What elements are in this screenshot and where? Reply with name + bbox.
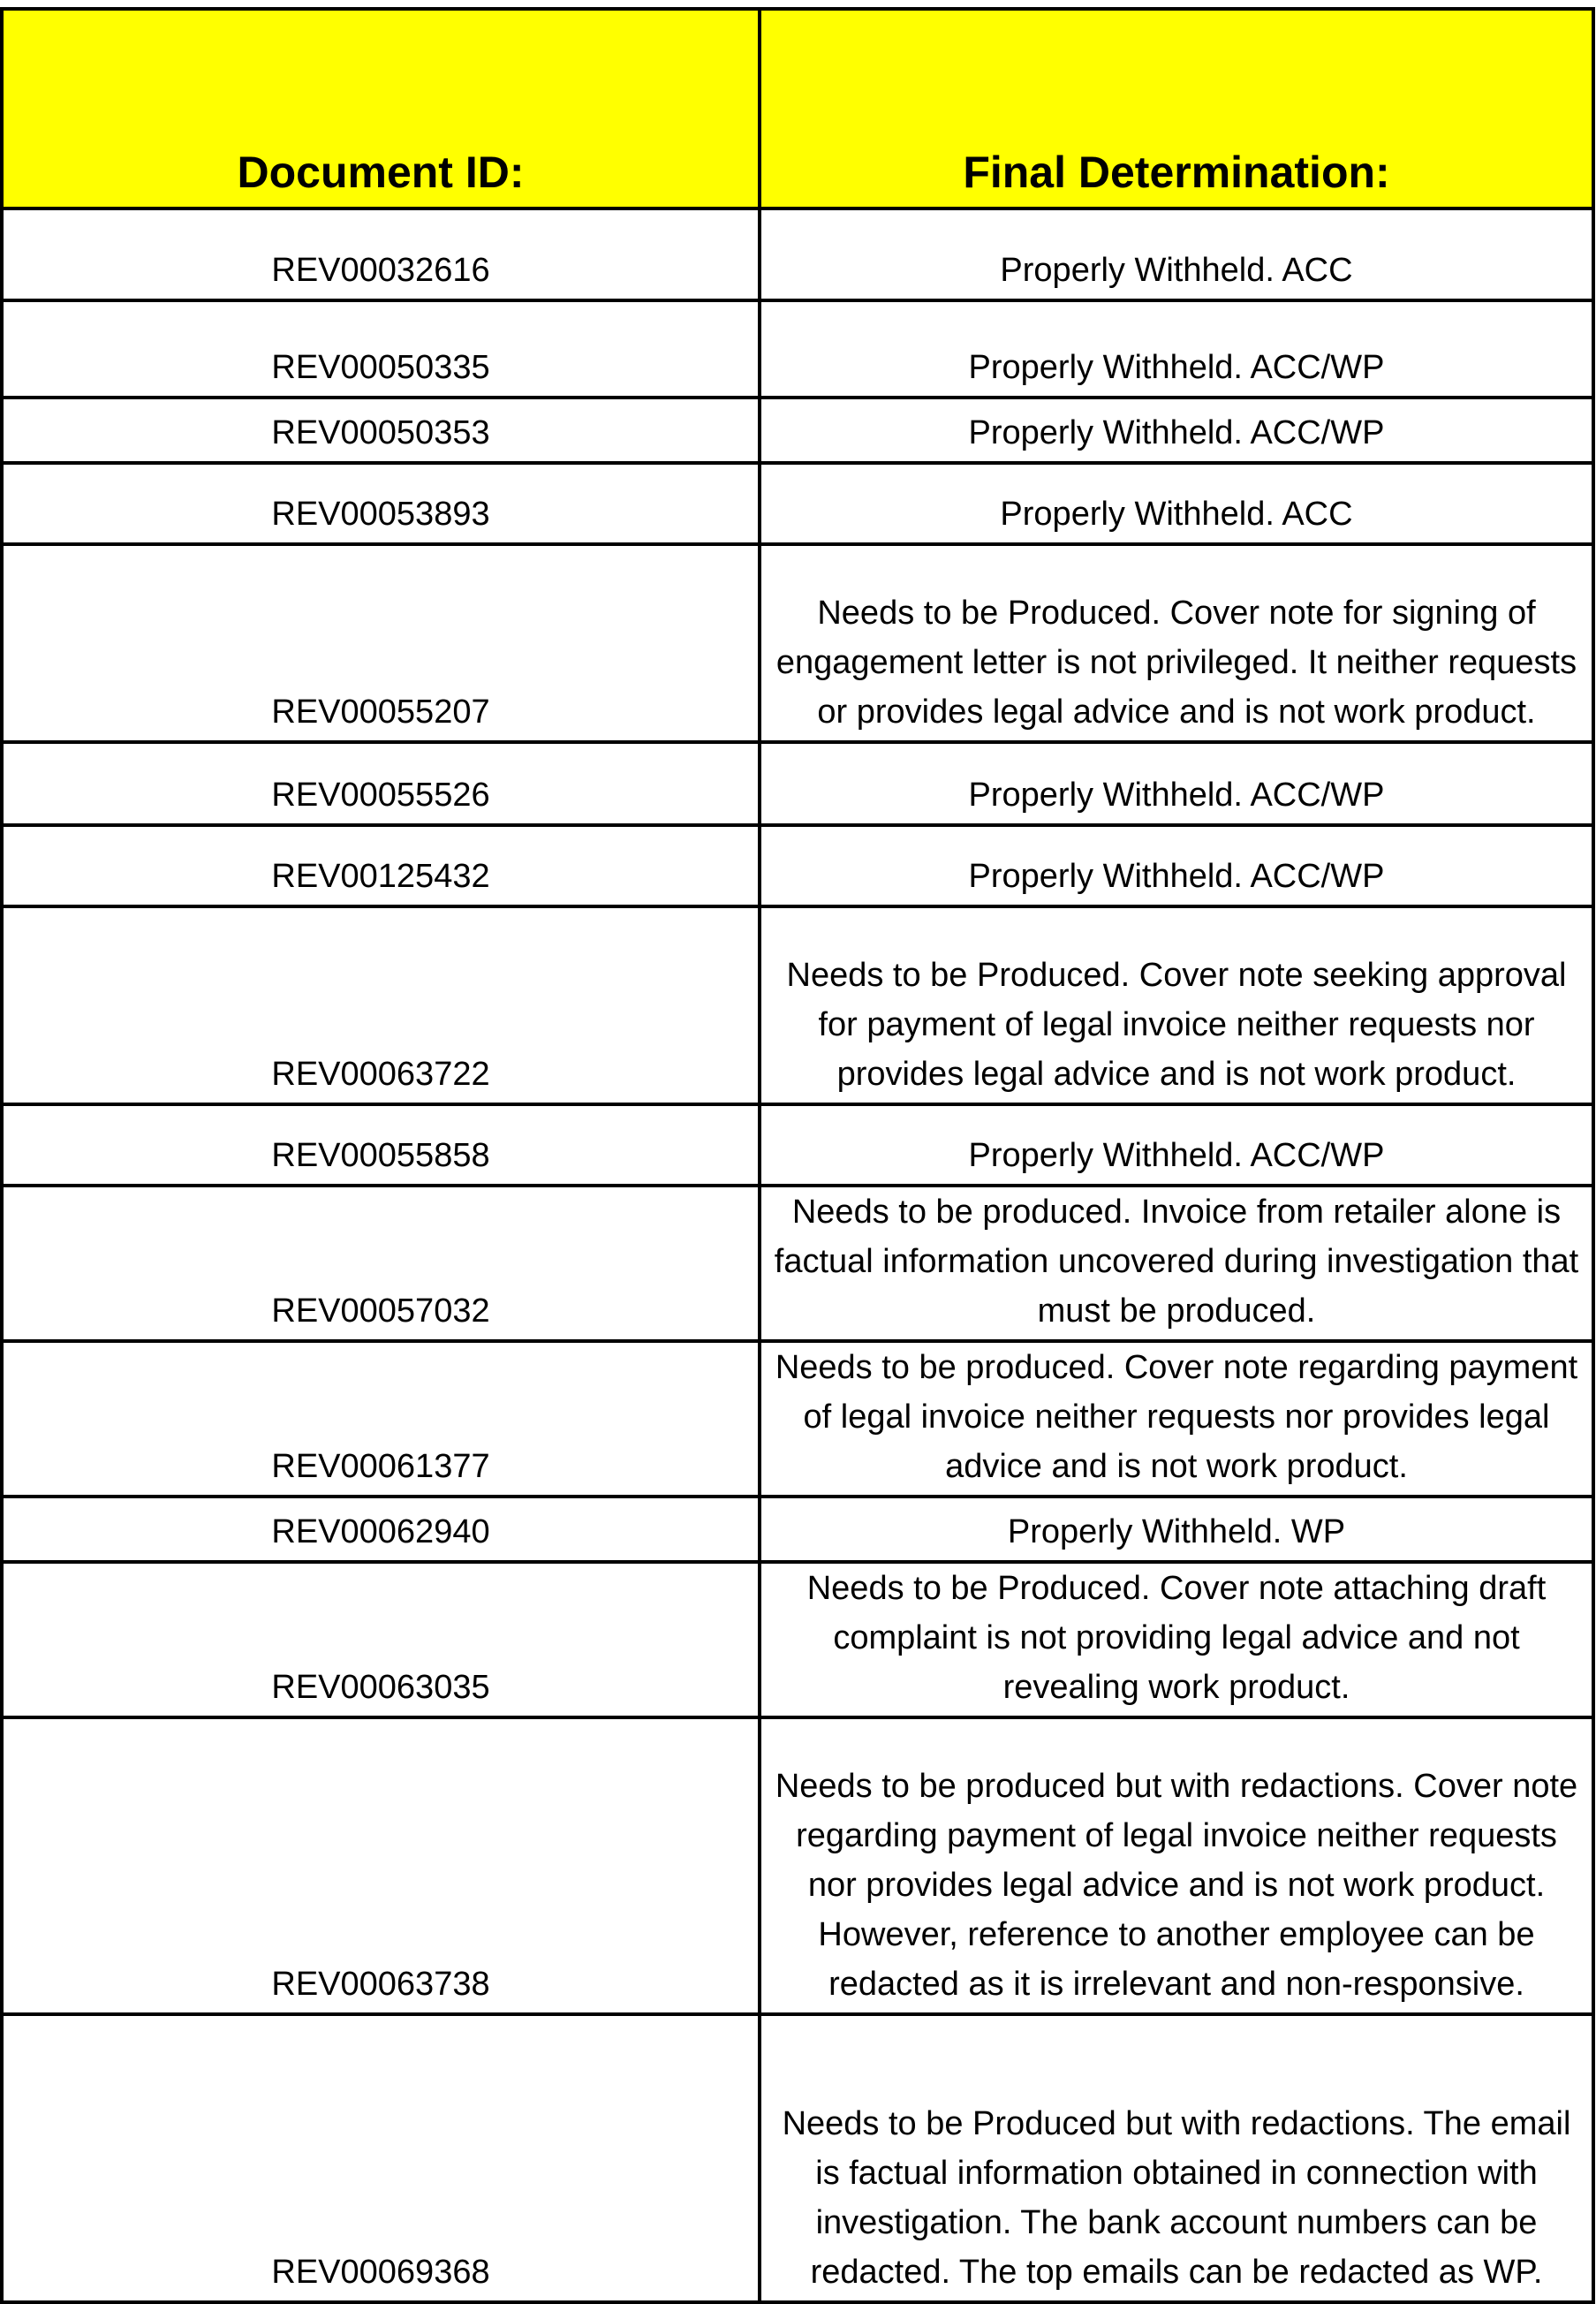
- table-row: [2, 544, 1593, 742]
- document-id-cell: REV00063738: [2, 1717, 760, 2014]
- determination-cell: Properly Withheld. ACC: [760, 463, 1593, 544]
- determination-cell: Needs to be Produced. Cover note for signing of engagement letter is not privileged. It neither requests or provides legal advice and is not work product.: [760, 544, 1593, 742]
- table-row: [2, 1497, 1593, 1562]
- determination-cell: Properly Withheld. ACC/WP: [760, 300, 1593, 398]
- document-id-cell: REV00055526: [2, 742, 760, 825]
- determination-cell: Properly Withheld. ACC: [760, 208, 1593, 300]
- determination-cell: Needs to be produced but with redactions. Cover note regarding payment of legal invoice neither requests nor provides legal advice and is not work product. However, reference to another employee can be redacted as it is irrelevant and non-responsive.: [760, 1717, 1593, 2014]
- determination-cell: Needs to be Produced. Cover note attaching draft complaint is not providing legal advice and not revealing work product.: [760, 1562, 1593, 1717]
- table-row: [2, 1562, 1593, 1717]
- table-row: [2, 906, 1593, 1104]
- document-id-cell: REV00055207: [2, 544, 760, 742]
- header-row: [2, 9, 1593, 208]
- table-row: [2, 300, 1593, 398]
- document-id-cell: REV00055858: [2, 1104, 760, 1186]
- document-id-cell: REV00063035: [2, 1562, 760, 1717]
- document-id-cell: REV00053893: [2, 463, 760, 544]
- table-row: [2, 208, 1593, 300]
- determination-table: [0, 7, 1595, 2304]
- document-id-cell: REV00050353: [2, 398, 760, 463]
- table-row: [2, 1104, 1593, 1186]
- document-id-cell: REV00061377: [2, 1341, 760, 1497]
- determination-cell: Properly Withheld. ACC/WP: [760, 1104, 1593, 1186]
- table-row: [2, 2014, 1593, 2302]
- determination-cell: Properly Withheld. WP: [760, 1497, 1593, 1562]
- determination-cell: Needs to be Produced but with redactions. The email is factual information obtained in connection with investigation. The bank account numbers can be redacted. The top emails can be redacted as WP.: [760, 2014, 1593, 2302]
- document-id-cell: REV00057032: [2, 1186, 760, 1341]
- determination-cell: Properly Withheld. ACC/WP: [760, 742, 1593, 825]
- document-id-cell: REV00050335: [2, 300, 760, 398]
- document-id-cell: REV00125432: [2, 825, 760, 906]
- document-id-cell: REV00069368: [2, 2014, 760, 2302]
- document-id-cell: REV00032616: [2, 208, 760, 300]
- table-row: [2, 1186, 1593, 1341]
- document-id-cell: REV00063722: [2, 906, 760, 1104]
- header-document-id: Document ID:: [2, 9, 760, 208]
- header-final-determination: Final Determination:: [760, 9, 1593, 208]
- table-row: [2, 742, 1593, 825]
- table-row: [2, 1341, 1593, 1497]
- table-row: [2, 825, 1593, 906]
- document-id-cell: REV00062940: [2, 1497, 760, 1562]
- determination-cell: Properly Withheld. ACC/WP: [760, 825, 1593, 906]
- determination-cell: Needs to be produced. Cover note regarding payment of legal invoice neither requests nor provides legal advice and is not work product.: [760, 1341, 1593, 1497]
- determination-cell: Needs to be Produced. Cover note seeking approval for payment of legal invoice neither requests nor provides legal advice and is not work product.: [760, 906, 1593, 1104]
- table-row: [2, 398, 1593, 463]
- determination-cell: Properly Withheld. ACC/WP: [760, 398, 1593, 463]
- table-row: [2, 463, 1593, 544]
- table-row: [2, 1717, 1593, 2014]
- determination-cell: Needs to be produced. Invoice from retailer alone is factual information uncovered during investigation that must be produced.: [760, 1186, 1593, 1341]
